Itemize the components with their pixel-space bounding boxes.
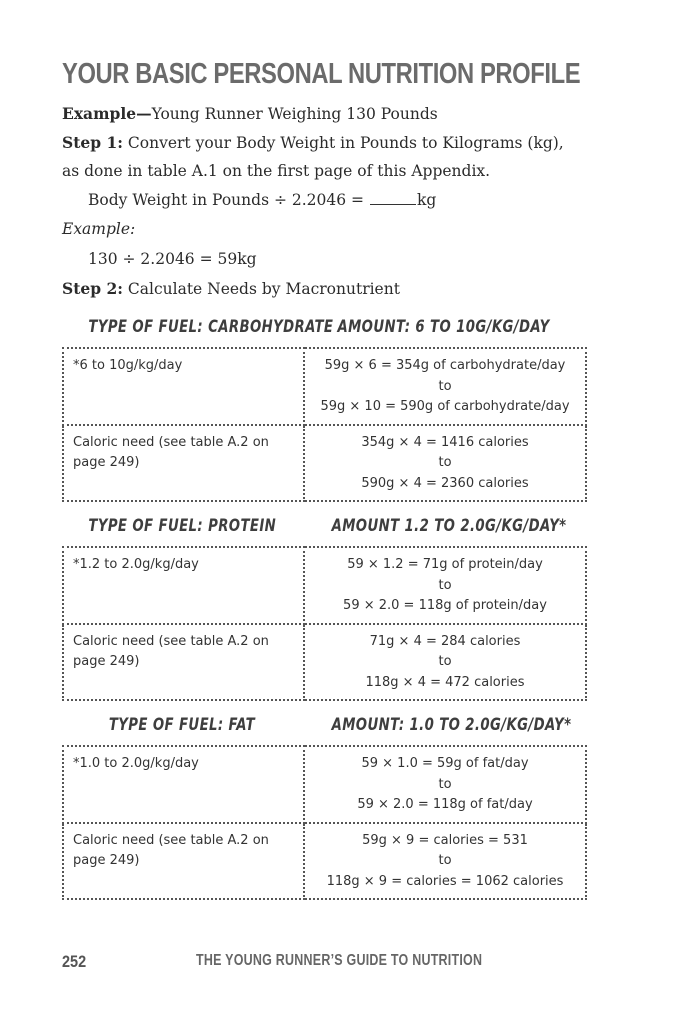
calc-line: 354g × 4 = 1416 calories xyxy=(361,434,529,450)
amount-heading: AMOUNT 1.2 TO 2.0G/KG/DAY* xyxy=(331,516,567,536)
calc-line: 59g × 10 = 590g of carbohydrate/day xyxy=(320,399,570,414)
calc-line: 59 × 2.0 = 118g of protein/day xyxy=(343,598,547,613)
running-footer-title: THE YOUNG RUNNER’S GUIDE TO NUTRITION xyxy=(196,952,483,969)
step1-line-2: as done in table A.1 on the first page of this Appendix. xyxy=(62,162,491,180)
calc-line: 59 × 1.0 = 59g of fat/day xyxy=(361,756,529,771)
calc-line: 59g × 6 = 354g of carbohydrate/day xyxy=(324,358,566,373)
fuel-table xyxy=(62,745,587,900)
step1-line xyxy=(62,133,564,152)
example-label: Example— xyxy=(62,104,152,123)
page-number: 252 xyxy=(62,952,87,971)
fuel-type-heading: TYPE OF FUEL: CARBOHYDRATE xyxy=(88,317,334,337)
section-carbohydrate xyxy=(62,317,587,502)
calc-line: 590g × 4 = 2360 calories xyxy=(361,475,529,491)
section-header xyxy=(62,516,587,546)
calc-line: to xyxy=(438,654,452,669)
row-calculation xyxy=(304,547,586,624)
table-row xyxy=(63,547,586,624)
table-row xyxy=(63,348,586,425)
row-label: *6 to 10g/kg/day xyxy=(63,348,304,425)
step1-label: Step 1: xyxy=(62,133,123,152)
calc-line: 59 × 1.2 = 71g of protein/day xyxy=(347,557,543,572)
section-protein xyxy=(62,516,587,701)
formula-blank xyxy=(370,203,416,205)
amount-heading: AMOUNT: 6 TO 10G/KG/DAY xyxy=(337,317,550,337)
calc-line: to xyxy=(438,577,452,593)
row-label: Caloric need (see table A.2 on page 249) xyxy=(63,425,304,502)
row-calculation xyxy=(304,624,586,701)
formula-text: Body Weight in Pounds ÷ 2.2046 = xyxy=(88,191,369,209)
page-title: YOUR BASIC PERSONAL NUTRITION PROFILE xyxy=(62,58,581,90)
example2-label: Example: xyxy=(62,220,136,238)
calc-line: 71g × 4 = 284 calories xyxy=(369,633,521,649)
row-calculation xyxy=(304,348,586,425)
row-calculation xyxy=(304,425,586,502)
example-line xyxy=(62,104,438,123)
example-text: Young Runner Weighing 130 Pounds xyxy=(151,105,438,123)
table-row xyxy=(63,624,586,701)
row-label: Caloric need (see table A.2 on page 249) xyxy=(63,823,304,900)
calc-line: 59 × 2.0 = 118g of fat/day xyxy=(357,797,533,812)
row-label: Caloric need (see table A.2 on page 249) xyxy=(63,624,304,701)
row-label: *1.2 to 2.0g/kg/day xyxy=(63,547,304,624)
step2-text: Calculate Needs by Macronutrient xyxy=(122,280,400,298)
table-row xyxy=(63,425,586,502)
calc-line: to xyxy=(438,776,452,792)
calc-line: to xyxy=(438,378,452,394)
step2-label: Step 2: xyxy=(62,279,123,298)
section-fat xyxy=(62,715,587,900)
table-row xyxy=(63,823,586,900)
fuel-table xyxy=(62,546,587,701)
formula-unit: kg xyxy=(416,191,437,209)
fuel-type-heading: TYPE OF FUEL: FAT xyxy=(108,715,256,735)
step1-text: Convert your Body Weight in Pounds to Kilograms (kg), xyxy=(122,134,564,152)
row-label: *1.0 to 2.0g/kg/day xyxy=(63,746,304,823)
row-calculation xyxy=(304,746,586,823)
calc-line: to xyxy=(438,853,452,868)
example2-formula: 130 ÷ 2.2046 = 59kg xyxy=(88,250,257,268)
fuel-type-heading: TYPE OF FUEL: PROTEIN xyxy=(88,516,277,536)
section-header xyxy=(62,317,587,347)
calc-line: 59g × 9 = calories = 531 xyxy=(362,832,528,848)
section-header xyxy=(62,715,587,745)
calc-line: 118g × 9 = calories = 1062 calories xyxy=(326,873,564,889)
amount-heading: AMOUNT: 1.0 TO 2.0G/KG/DAY* xyxy=(331,715,572,735)
row-calculation xyxy=(304,823,586,900)
step2-line xyxy=(62,279,400,298)
calc-line: to xyxy=(438,455,452,470)
table-row xyxy=(63,746,586,823)
conversion-formula xyxy=(88,191,436,209)
calc-line: 118g × 4 = 472 calories xyxy=(365,674,525,690)
fuel-table xyxy=(62,347,587,502)
